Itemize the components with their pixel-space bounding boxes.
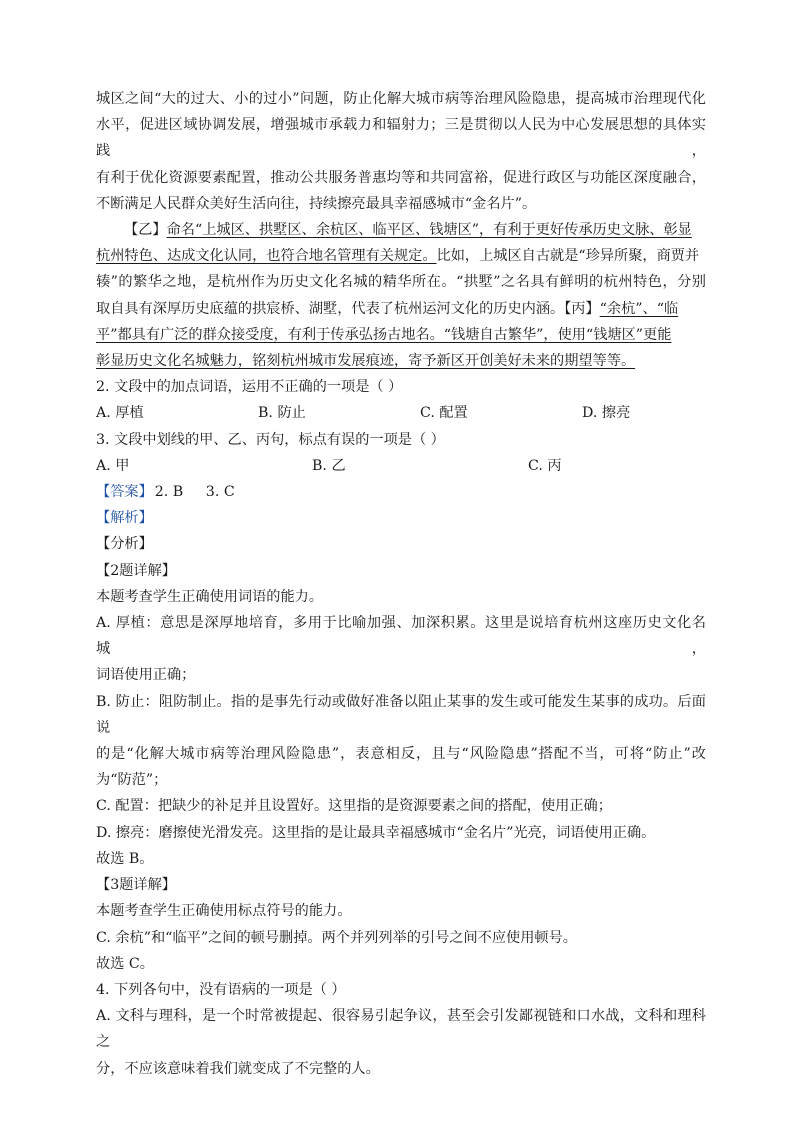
document-page — [96, 86, 706, 1082]
detail-line: C. 余杭”和“临平”之间的顿号删掉。两个并列列举的引号之间不应使用顿号。 — [96, 929, 577, 946]
passage-bing-line — [96, 322, 706, 348]
passage-line: 水平，促进区域协调发展，增强城市承载力和辐射力；三是贯彻以人民为中心发展思想的具体实践， — [96, 117, 706, 160]
question-4-option-a-line: A. 文科与理科，是一个时常被提起、很容易引起争议，甚至会引发鄙视链和口水战，文科和理科之 — [96, 1008, 706, 1051]
question-4-stem: 4. 下列各句中，没有语病的一项是（ ） — [96, 981, 346, 998]
yi-tag: 【乙】 — [124, 222, 167, 239]
option-c: C. 丙 — [528, 457, 562, 474]
option-c: C. 配置 — [420, 405, 468, 422]
detail-line: 故选 C。 — [96, 955, 154, 972]
detail-2-tag: 【2题详解】 — [96, 562, 176, 579]
question-2-options — [96, 400, 706, 426]
answer-line — [96, 479, 706, 505]
option-b: B. 防止 — [258, 405, 306, 422]
detail-3-tag: 【3题详解】 — [96, 877, 176, 894]
passage-yi-line — [96, 243, 706, 269]
bing-sentence-underlined: “余杭”、“临 — [599, 300, 679, 317]
question-3-options — [96, 453, 706, 479]
detail-line: 为“防范”； — [96, 772, 168, 789]
passage-bing-line — [96, 348, 706, 374]
fenxi-tag: 【分析】 — [96, 536, 153, 553]
passage-line: 城区之间“大的过大、小的过小”问题，防止化解大城市病等治理风险隐患，提高城市治理现代化 — [96, 91, 706, 107]
analysis-tag: 【解析】 — [96, 510, 153, 527]
detail-line: 本题考查学生正确使用词语的能力。 — [96, 588, 324, 605]
yi-sentence-underlined: 命名“上城区、拱墅区、余杭区、临平区、钱塘区”，有利于更好传承历史文脉、彰显 — [166, 222, 692, 239]
detail-line: C. 配置：把缺少的补足并且设置好。这里指的是资源要素之间的搭配，使用正确； — [96, 798, 612, 815]
detail-line: A. 厚植：意思是深厚地培育，多用于比喻加强、加深积累。这里是说培育杭州这座历史文化名城， — [96, 615, 706, 658]
passage-yi-line — [96, 217, 706, 243]
detail-line: 的是“化解大城市病等治理风险隐患”，表意相反，且与“风险隐患”搭配不当，可将“防止”改 — [96, 746, 706, 763]
option-b: B. 乙 — [312, 457, 346, 474]
passage-line: 有利于优化资源要素配置，推动公共服务普惠均等和共同富裕，促进行政区与功能区深度融合， — [96, 169, 706, 186]
bing-sentence-underlined: 彰显历史文化名城魅力，铭刻杭州城市发展痕迹，寄予新区开创美好未来的期望等等。 — [96, 353, 636, 370]
passage-line: 辏”的繁华之地，是杭州作为历史文化名城的精华所在。“拱墅”之名具有鲜明的杭州特色，分别 — [96, 274, 706, 291]
question-3-stem: 3. 文段中划线的甲、乙、丙句，标点有误的一项是（ ） — [96, 431, 445, 448]
passage-bing-line — [96, 296, 706, 322]
detail-line: 本题考查学生正确使用标点符号的能力。 — [96, 903, 352, 920]
detail-line: D. 擦亮：磨擦使光滑发亮。这里指的是让最具幸福感城市“金名片”光亮，词语使用正确。 — [96, 824, 656, 841]
bing-sentence-underlined: 平”都具有广泛的群众接受度，有利于传承弘扬古地名。“钱塘自古繁华”，使用“钱塘区”更能 — [96, 326, 672, 343]
question-2-stem: 2. 文段中的加点词语，运用不正确的一项是（ ） — [96, 379, 403, 396]
passage-text: 取自具有深厚历史底蕴的拱宸桥、湖墅，代表了杭州运河文化的历史内涵。 — [96, 300, 565, 317]
passage-text: 比如，上城区自古就是“珍异所聚，商贾并 — [436, 248, 700, 265]
question-4-option-a-line: 分，不应该意味着我们就变成了不完整的人。 — [96, 1060, 380, 1077]
option-a: A. 厚植 — [96, 405, 144, 422]
option-d: D. 擦亮 — [582, 405, 631, 422]
detail-line: 故选 B。 — [96, 850, 154, 867]
option-a: A. 甲 — [96, 457, 130, 474]
answer-value: 2. B 3. C — [154, 484, 235, 501]
bing-tag: 【丙】 — [564, 300, 600, 317]
detail-line: B. 防止：阻防制止。指的是事先行动或做好准备以阻止某事的发生或可能发生某事的成功。后面说 — [96, 693, 706, 736]
detail-line: 词语使用正确； — [96, 667, 196, 684]
yi-sentence-underlined: 杭州特色、达成文化认同，也符合地名管理有关规定。 — [96, 248, 437, 265]
passage-line: 不断满足人民群众美好生活向往，持续擦亮最具幸福感城市“金名片”。 — [96, 195, 537, 212]
answer-tag: 【答案】 — [96, 484, 153, 501]
